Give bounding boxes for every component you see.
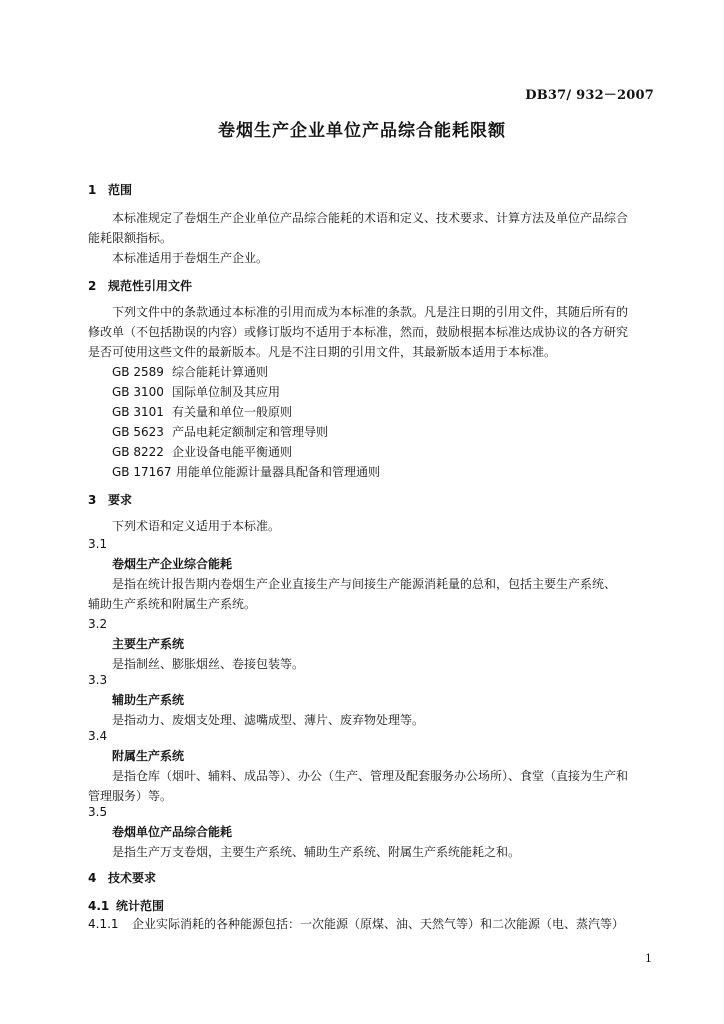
reference-name: 产品电耗定额制定和管理导则: [172, 425, 329, 439]
section-2-paragraph-line: 下列文件中的条款通过本标准的引用而成为本标准的条款。凡是注日期的引用文件，其随后所有的: [112, 305, 629, 319]
section-1-paragraph-line: 本标准适用于卷烟生产企业。: [112, 251, 269, 265]
clause-4-1-1-number: 4.1.1: [88, 917, 119, 931]
term-definition-line: 是指在统计报告期内卷烟生产企业直接生产与间接生产能源消耗量的总和，包括主要生产系统、: [112, 577, 617, 591]
section-3-number: 3: [88, 493, 97, 507]
clause-4-1-1: [88, 916, 624, 932]
clause-4-1-1-text: 企业实际消耗的各种能源包括：一次能源（原煤、油、天然气等）和二次能源（电、蒸汽等）: [132, 917, 625, 931]
section-2-number: 2: [88, 279, 97, 293]
term-number: 3.4: [88, 729, 108, 743]
section-4-title: 技术要求: [108, 871, 157, 885]
term-definition-line: 是指动力、废烟支处理、滤嘴成型、薄片、废弃物处理等。: [112, 713, 425, 727]
document-title: 卷烟生产企业单位产品综合能耗限额: [218, 121, 506, 141]
reference-item: [112, 404, 292, 420]
reference-code: GB 8222: [112, 445, 164, 459]
section-1-number: 1: [88, 183, 97, 197]
subsection-4-1-number: 4.1: [88, 899, 110, 913]
reference-code: GB 5623: [112, 425, 164, 439]
standard-code: DB37/ 932－2007: [525, 88, 654, 103]
section-4-heading: [88, 870, 156, 886]
section-2-paragraph-line: 是否可使用这些文件的最新版本。凡是不注日期的引用文件，其最新版本适用于本标准。: [88, 345, 557, 359]
reference-item: [112, 464, 380, 480]
reference-item: [112, 444, 292, 460]
section-4-number: 4: [88, 871, 97, 885]
reference-name: 企业设备电能平衡通则: [172, 445, 293, 459]
term-name: 辅助生产系统: [112, 693, 185, 707]
reference-name: 综合能耗计算通则: [172, 365, 269, 379]
term-number: 3.1: [88, 537, 108, 551]
term-number: 3.2: [88, 617, 108, 631]
section-2-heading: [88, 278, 192, 294]
reference-code: GB 3100: [112, 385, 164, 399]
section-1-paragraph-line: 本标准规定了卷烟生产企业单位产品综合能耗的术语和定义、技术要求、计算方法及单位产品综合: [112, 211, 629, 225]
reference-name: 国际单位制及其应用: [172, 385, 281, 399]
term-name: 附属生产系统: [112, 749, 185, 763]
term-definition-line: 是指仓库（烟叶、辅料、成品等）、办公（生产、管理及配套服务办公场所）、食堂（直接为生产和: [112, 769, 629, 783]
term-definition-line: 是指生产万支卷烟，主要生产系统、辅助生产系统、附属生产系统能耗之和。: [112, 845, 521, 859]
term-name: 卷烟单位产品综合能耗: [112, 825, 233, 839]
section-3-title: 要求: [108, 493, 133, 507]
term-name: 卷烟生产企业综合能耗: [112, 557, 233, 571]
term-number: 3.3: [88, 673, 108, 687]
reference-code: GB 3101: [112, 405, 164, 419]
section-2-title: 规范性引用文件: [108, 279, 193, 293]
section-1-heading: [88, 182, 132, 198]
reference-item: [112, 364, 268, 380]
reference-name: 用能单位能源计量器具配备和管理通则: [176, 465, 381, 479]
term-definition-line: 辅助生产系统和附属生产系统。: [88, 597, 257, 611]
subsection-4-1-title: 统计范围: [116, 899, 165, 913]
page-number: 1: [645, 952, 652, 965]
section-3-intro: 下列术语和定义适用于本标准。: [112, 519, 281, 533]
reference-code: GB 17167: [112, 465, 172, 479]
reference-name: 有关量和单位一般原则: [172, 405, 293, 419]
reference-code: GB 2589: [112, 365, 164, 379]
term-number: 3.5: [88, 805, 108, 819]
reference-item: [112, 384, 280, 400]
term-definition-line: 是指制丝、膨胀烟丝、卷接包装等。: [112, 657, 305, 671]
section-1-title: 范围: [108, 183, 133, 197]
reference-item: [112, 424, 328, 440]
section-1-paragraph-line: 能耗限额指标。: [88, 231, 173, 245]
term-definition-line: 管理服务）等。: [88, 789, 173, 803]
section-2-paragraph-line: 修改单（不包括勘误的内容）或修订版均不适用于本标准，然而，鼓励根据本标准达成协议的各方研究: [88, 325, 629, 339]
term-name: 主要生产系统: [112, 637, 185, 651]
section-3-heading: [88, 492, 132, 508]
subsection-4-1-heading: [88, 898, 164, 914]
